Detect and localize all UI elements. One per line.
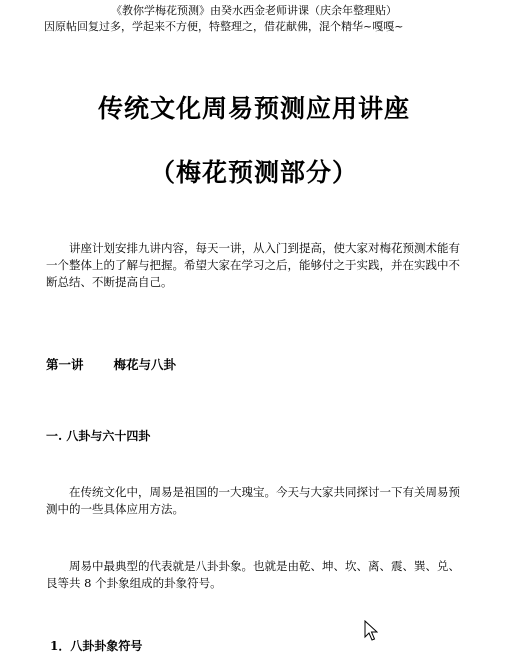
paragraph-3 bbox=[46, 558, 466, 592]
paragraph-2-text: 在传统文化中，周易是祖国的一大瑰宝。今天与大家共同探讨一下有关周易预测中的一些具体应用方法。 bbox=[46, 485, 460, 516]
lecture-name: 梅花与八卦 bbox=[113, 357, 177, 372]
mouse-pointer-icon bbox=[364, 620, 378, 642]
section-heading-2: 1．八卦卦象符号 bbox=[50, 639, 143, 653]
document-subtitle: （梅花预测部分） bbox=[149, 158, 358, 187]
lecture-number: 第一讲 bbox=[46, 357, 84, 372]
lecture-heading bbox=[46, 355, 176, 373]
intro-paragraph bbox=[46, 240, 466, 291]
document-title: 传统文化周易预测应用讲座 bbox=[97, 94, 410, 123]
header-line-2: 因原帖回复过多，学起来不方便，特整理之，借花献佛，混个精华~嘎嘎~ bbox=[44, 20, 404, 33]
paragraph-3-text: 周易中最典型的代表就是八卦卦象。也就是由乾、坤、坎、离、震、巽、兑、艮等共 8 个卦象组成的卦象符号。 bbox=[46, 559, 460, 590]
intro-text: 讲座计划安排九讲内容，每天一讲，从入门到提高，使大家对梅花预测术能有一个整体上的了解与把握。希望大家在学习之后，能够付之于实践，并在实践中不断总结、不断提高自己。 bbox=[46, 241, 460, 289]
header-line-1: 《教你学梅花预测》由癸水西金老师讲课（庆余年整理贴） bbox=[111, 4, 397, 17]
section-heading-1: 一. 八卦与六十四卦 bbox=[46, 429, 151, 443]
paragraph-2 bbox=[46, 484, 466, 518]
